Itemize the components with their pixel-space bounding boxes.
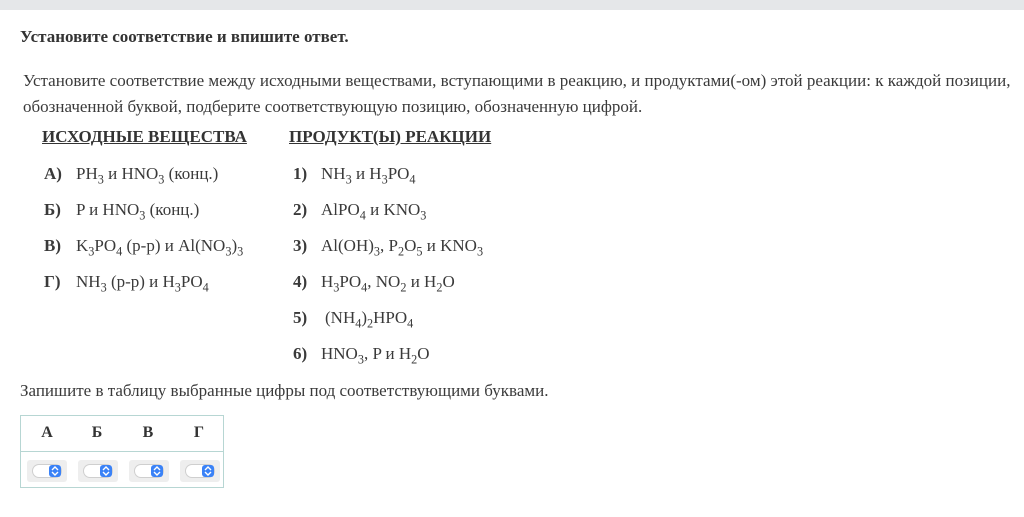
product-label: 5): [293, 308, 308, 327]
chevron-updown-icon: [151, 465, 163, 477]
reactants-column-title: ИСХОДНЫЕ ВЕЩЕСТВА: [42, 127, 247, 146]
answer-header-b: Б: [91, 424, 103, 441]
answer-select-g[interactable]: [180, 460, 220, 482]
reactant-formula: $PH_3$ и $HNO_3$ (конц.): [76, 164, 219, 187]
chevron-updown-icon: [49, 465, 61, 477]
product-formula: $HNO_3$, P и $H_2O$: [321, 344, 430, 367]
task-heading: Установите соответствие и впишите ответ.: [20, 27, 349, 46]
product-row-4: [293, 272, 455, 295]
reactant-row-b: [44, 200, 200, 223]
products-column-title: ПРОДУКТ(Ы) РЕАКЦИИ: [289, 127, 492, 146]
reactant-row-a: [44, 164, 219, 187]
answer-table: [20, 415, 224, 488]
product-label: 1): [293, 164, 308, 183]
chevron-updown-icon: [100, 465, 112, 477]
product-row-5: [293, 308, 414, 331]
answer-select-v[interactable]: [129, 460, 169, 482]
chevron-updown-icon: [202, 465, 214, 477]
product-row-3: [293, 236, 484, 259]
answer-table-divider: [21, 451, 223, 452]
product-label: 4): [293, 272, 308, 291]
reactant-formula: P и $HNO_3$ (конц.): [76, 200, 200, 223]
reactant-row-g: [44, 272, 209, 295]
answer-instruction: Запишите в таблицу выбранные цифры под соответствующими буквами.: [20, 381, 549, 400]
product-label: 6): [293, 344, 308, 363]
answer-select-a[interactable]: [27, 460, 67, 482]
product-formula: AlPO$_4$ и $KNO_3$: [321, 200, 427, 223]
product-row-2: [293, 200, 427, 223]
reactant-label: А): [44, 164, 62, 183]
reactant-row-v: [44, 236, 244, 259]
product-label: 2): [293, 200, 308, 219]
product-row-1: [293, 164, 416, 187]
answer-header-a: А: [41, 424, 53, 441]
product-formula: $Al(OH)_3$, $P_2O_5$ и $KNO_3$: [321, 236, 484, 259]
reactant-label: Г): [44, 272, 61, 291]
answer-select-b[interactable]: [78, 460, 118, 482]
answer-header-g: Г: [193, 424, 205, 441]
top-bar: [0, 0, 1024, 10]
product-row-6: [293, 344, 430, 367]
reactant-label: Б): [44, 200, 61, 219]
reactant-formula: $K_3PO_4$ (р-р) и $Al(NO_3)_3$: [76, 236, 244, 259]
product-formula: $H_3PO_4$, $NO_2$ и $H_2O$: [321, 272, 455, 295]
product-formula: $(NH_4)_2HPO_4$: [325, 308, 414, 331]
reactant-label: В): [44, 236, 61, 255]
answer-header-v: В: [142, 424, 154, 441]
task-intro: Установите соответствие между исходными веществами, вступающими в реакцию, и продуктами(-ом) этой реакции: к каждой позиции, обозначенной буквой, подберите соответствующую позицию, обозначенную цифрой.: [23, 71, 1011, 116]
product-formula: $NH_3$ и $H_3PO_4$: [321, 164, 416, 187]
reactant-formula: $NH_3$ (р-р) и $H_3PO_4$: [76, 272, 209, 295]
product-label: 3): [293, 236, 308, 255]
